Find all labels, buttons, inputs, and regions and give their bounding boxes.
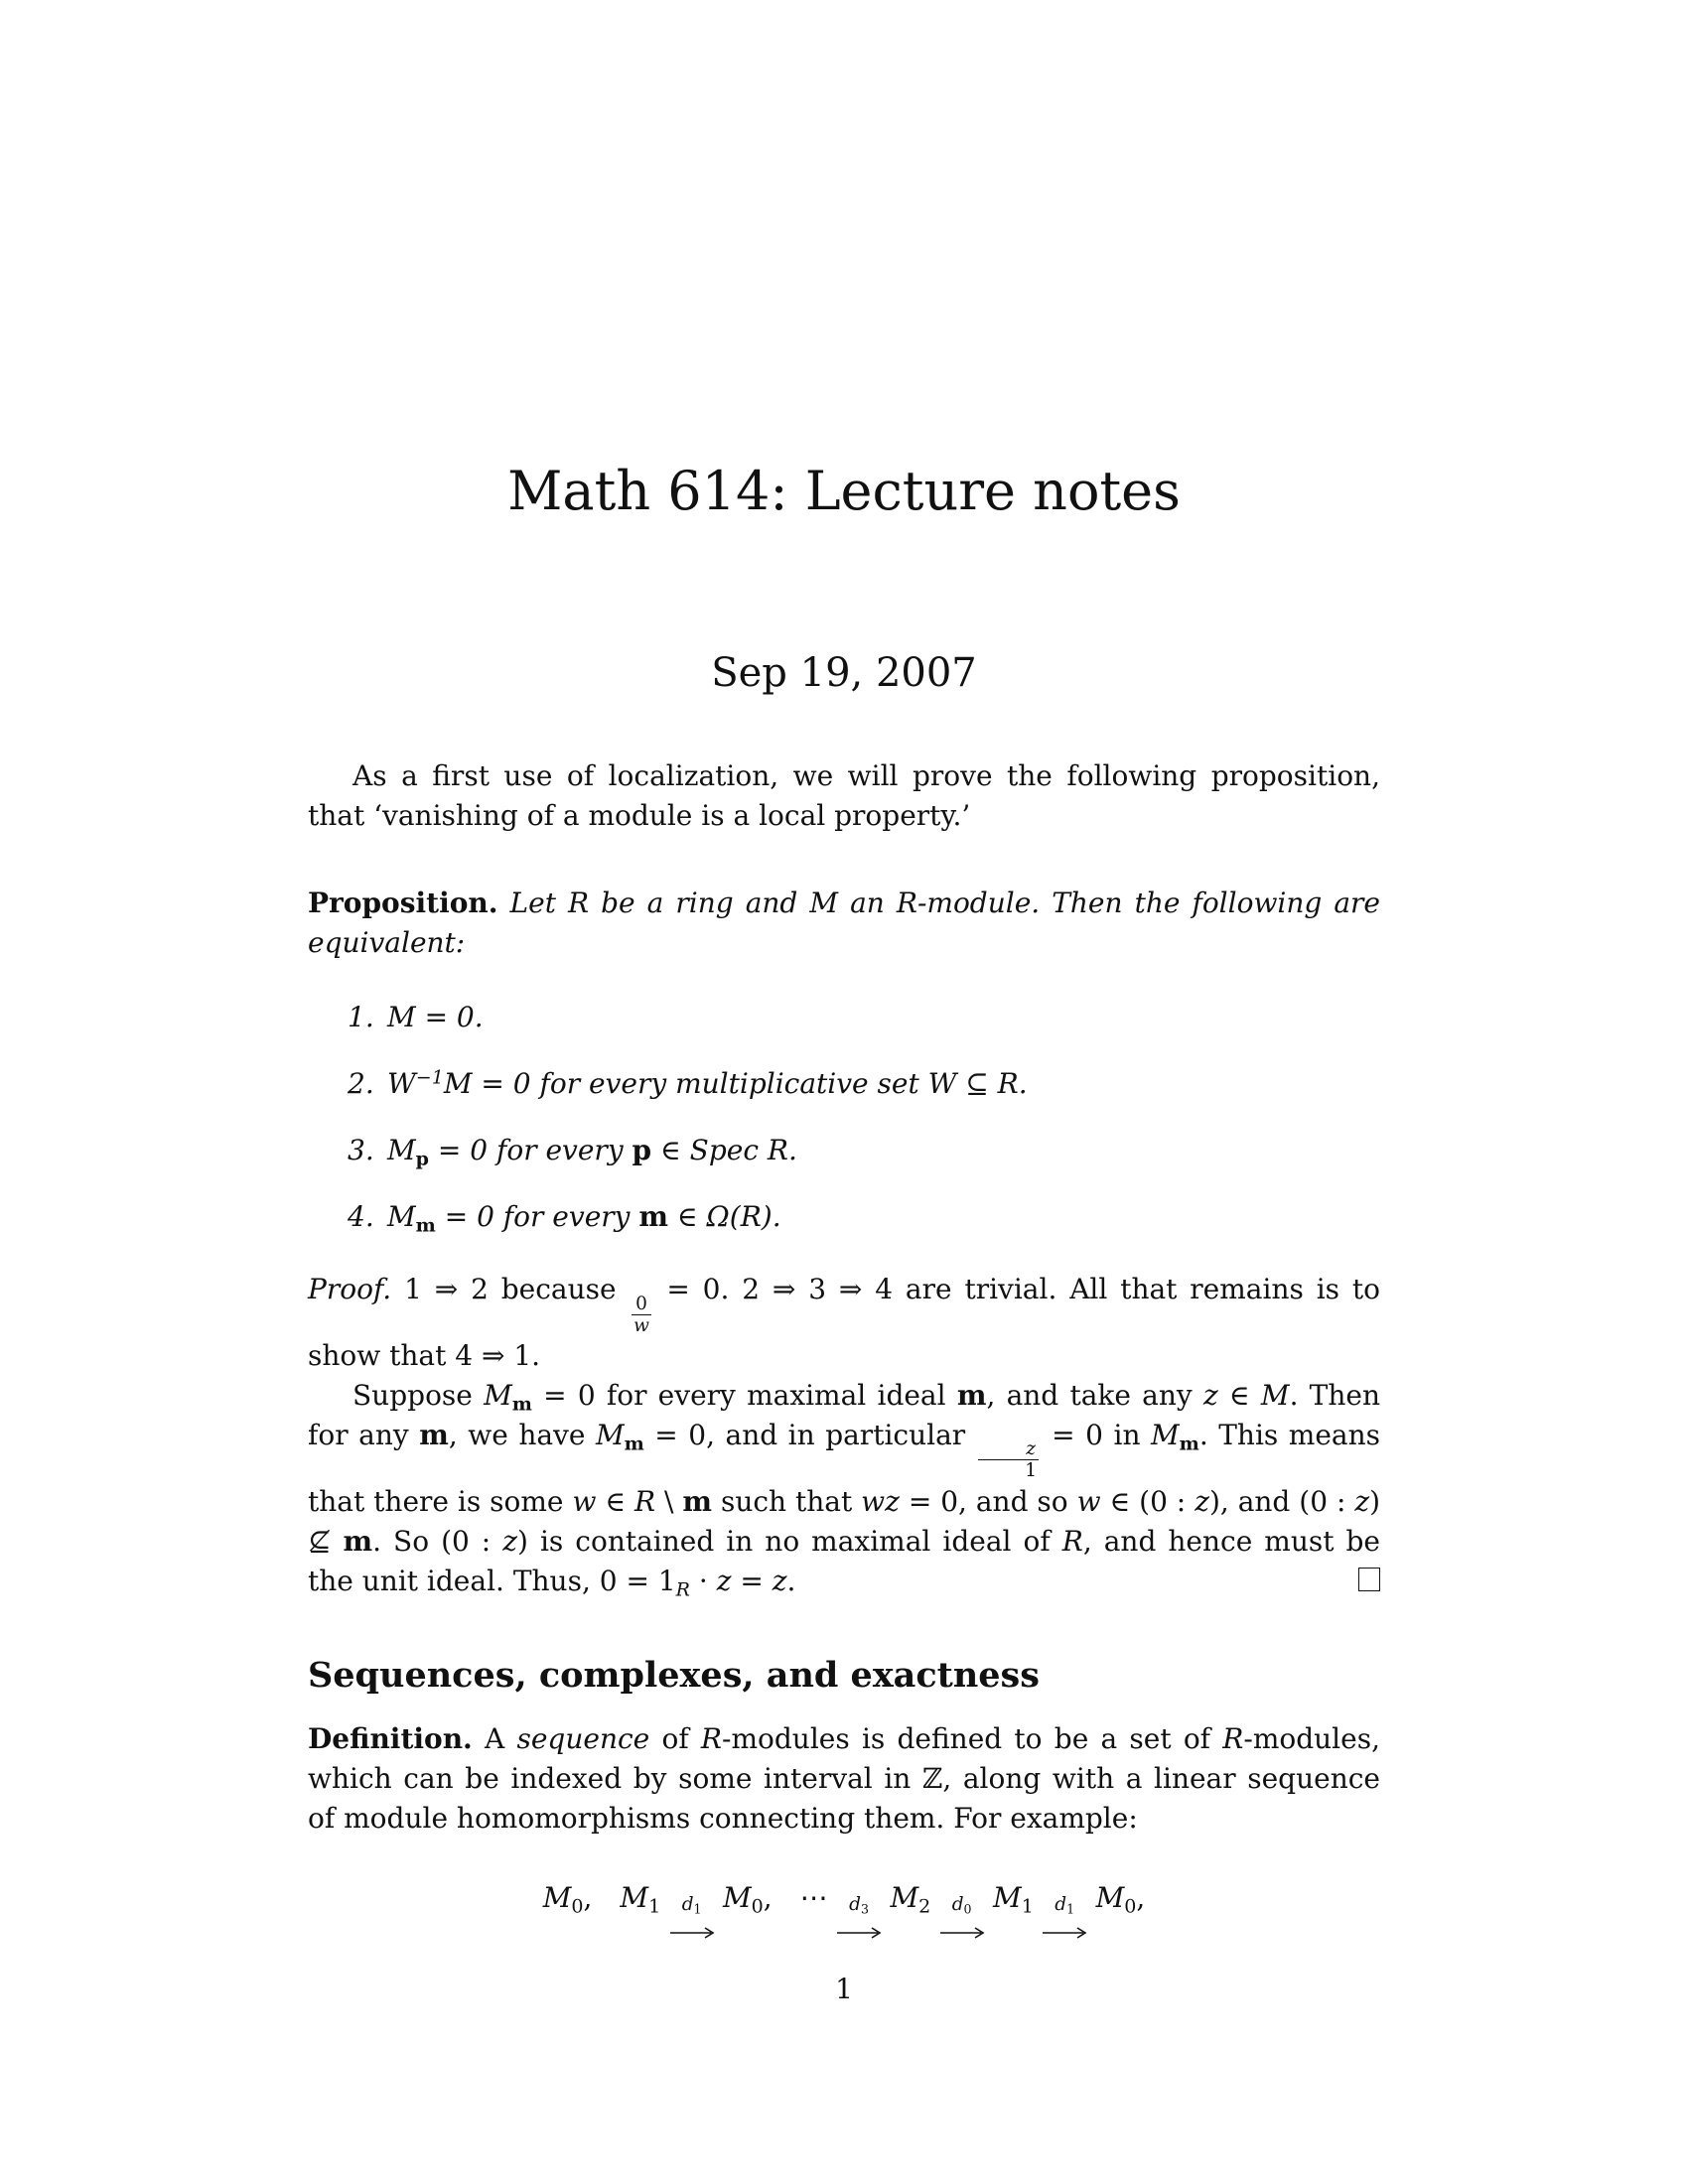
text-run: wz xyxy=(861,1484,900,1518)
text-run: . So (0 : xyxy=(372,1524,503,1558)
text-run: ). xyxy=(761,1200,781,1234)
equivalence-list xyxy=(308,998,1380,1237)
text-run: · xyxy=(689,1564,717,1597)
right-arrow-icon xyxy=(836,1916,882,1928)
text-run: R xyxy=(700,1721,723,1755)
sequence-formula xyxy=(308,1878,1380,1928)
text-run: R xyxy=(675,1578,690,1601)
text-run: 1 xyxy=(648,1895,661,1918)
text-run: M xyxy=(542,1880,572,1914)
text-run: R xyxy=(567,887,590,920)
list-item-text xyxy=(387,1134,797,1170)
list-item xyxy=(308,998,1380,1037)
text-run: z xyxy=(1195,1484,1209,1518)
text-run: ⊆ xyxy=(956,1067,998,1101)
text-run: w xyxy=(572,1484,597,1518)
text-run: 1 xyxy=(1066,1901,1075,1917)
text-run: 1 xyxy=(1025,1460,1038,1482)
proof-paragraph-2 xyxy=(308,1376,1380,1601)
text-run: z xyxy=(502,1524,518,1558)
text-run: M xyxy=(722,1880,752,1914)
text-run: , and take any xyxy=(986,1379,1203,1413)
text-run: 0 xyxy=(635,1293,647,1314)
arrow-label xyxy=(951,1894,972,1917)
text-run: w xyxy=(1076,1484,1101,1518)
fraction xyxy=(632,1294,651,1337)
text-run: , xyxy=(1136,1880,1146,1914)
text-run: = 0 xyxy=(472,1067,540,1101)
text-run: M xyxy=(1151,1419,1180,1452)
text-run: ∈ Ω( xyxy=(668,1200,741,1234)
text-run: , and hence must be the unit ideal. Thus, 0 = 1 xyxy=(308,1524,1380,1597)
page-number: 1 xyxy=(835,1972,853,2005)
text-run: an xyxy=(838,887,897,920)
text-run: ∈ (0 : xyxy=(1100,1484,1196,1518)
text-run: 2 xyxy=(918,1895,931,1918)
text-run: A xyxy=(472,1721,517,1755)
text-run: = 0 in xyxy=(1041,1419,1151,1452)
numerator xyxy=(979,1438,1037,1459)
fraction xyxy=(978,1438,1038,1482)
text-run: d xyxy=(951,1894,964,1916)
text-run: m xyxy=(1179,1433,1199,1455)
text-run: −1 xyxy=(415,1066,444,1089)
text-run: , xyxy=(583,1880,593,1914)
text-run: = 0 xyxy=(428,1134,496,1167)
list-item-number: 4. xyxy=(348,1200,374,1234)
text-run xyxy=(773,1881,800,1914)
text-run xyxy=(592,1881,620,1914)
text-run: M xyxy=(443,1067,473,1101)
text-run: M xyxy=(387,1001,416,1034)
text-run: = 0. 2 ⇒ 3 ⇒ 4 are trivial. All that remains is to show that 4 ⇒ 1. xyxy=(308,1273,1381,1373)
text-run: be a ring and xyxy=(589,887,810,920)
text-run: 0 xyxy=(571,1895,584,1918)
text-run: . Then for any xyxy=(308,1379,1380,1452)
text-run: ⋯ xyxy=(799,1880,828,1914)
text-run: = 0 xyxy=(435,1200,503,1234)
text-run: m xyxy=(343,1524,373,1558)
text-run: M xyxy=(890,1880,919,1914)
text-run: M xyxy=(484,1379,512,1413)
text-run: m xyxy=(415,1214,436,1237)
text-run: M xyxy=(387,1200,416,1234)
text-run: Proof. xyxy=(308,1273,392,1306)
text-run: . xyxy=(786,1564,796,1597)
qed-box xyxy=(1358,1568,1380,1591)
text-run: 1 ⇒ 2 because xyxy=(391,1273,630,1306)
text-run: d xyxy=(849,1894,861,1916)
list-item-text xyxy=(387,1001,484,1033)
text-run: -module. Then the following are equivalent: xyxy=(308,887,1380,960)
text-run: 0 xyxy=(751,1895,764,1918)
numerator xyxy=(633,1294,648,1314)
arrow-label xyxy=(849,1894,869,1917)
text-run: z xyxy=(716,1564,732,1597)
text-run: , xyxy=(763,1880,773,1914)
right-arrow-icon xyxy=(669,1916,715,1928)
labeled-arrow xyxy=(836,1896,882,1927)
text-run: R xyxy=(634,1484,656,1518)
arrow-label xyxy=(681,1894,702,1917)
text-run: . xyxy=(1018,1067,1028,1101)
list-item-number: 1. xyxy=(348,1001,374,1034)
text-run: ), and (0 : xyxy=(1208,1484,1355,1518)
labeled-arrow xyxy=(939,1896,985,1927)
text-run: As a first use of localization, we will prove the following proposition, that ‘vanishing of a module is a local property.’ xyxy=(308,759,1380,833)
text-run: M xyxy=(1095,1880,1125,1914)
text-run: z xyxy=(772,1564,787,1597)
text-run: = xyxy=(731,1564,773,1597)
list-item xyxy=(308,1197,1380,1237)
proposition-paragraph xyxy=(308,884,1380,963)
text-run: 1 xyxy=(693,1901,702,1917)
text-run: R xyxy=(740,1200,762,1234)
text-run: for every xyxy=(495,1134,633,1167)
text-run: 0 xyxy=(963,1901,972,1917)
list-item-number: 3. xyxy=(348,1134,374,1167)
text-run: M xyxy=(809,887,839,920)
text-run: m xyxy=(682,1484,713,1518)
document-title: Math 614: Lecture notes xyxy=(507,460,1181,522)
text-run: . This means that there is some xyxy=(308,1419,1381,1518)
text-run: for every multiplicative set xyxy=(539,1067,928,1101)
right-arrow-icon xyxy=(939,1916,985,1928)
text-run: M xyxy=(620,1880,649,1914)
text-run: z xyxy=(1202,1379,1218,1413)
text-run: = 0, and in particular xyxy=(643,1419,976,1452)
proof-paragraph-1 xyxy=(308,1270,1380,1376)
text-run: R xyxy=(997,1067,1019,1101)
list-item-text xyxy=(387,1067,1028,1100)
text-run: 3 xyxy=(860,1901,869,1917)
text-run: M xyxy=(993,1880,1022,1914)
text-run: R xyxy=(1061,1524,1083,1558)
text-run: = 0, and so xyxy=(899,1484,1077,1518)
text-run: 0 xyxy=(1124,1895,1137,1918)
text-run: = 0 for every maximal ideal xyxy=(531,1379,957,1413)
text-run: \ xyxy=(655,1484,683,1518)
text-run: m xyxy=(511,1393,532,1416)
text-run: z xyxy=(1026,1438,1037,1460)
list-item-text xyxy=(387,1200,781,1237)
text-run: p xyxy=(415,1148,429,1170)
text-run: M xyxy=(1260,1379,1290,1413)
text-run: m xyxy=(956,1379,987,1413)
text-run: sequence xyxy=(516,1721,650,1755)
section-heading: Sequences, complexes, and exactness xyxy=(308,1654,1040,1696)
text-run: Definition. xyxy=(308,1721,473,1755)
text-run: of xyxy=(649,1721,701,1755)
text-run: d xyxy=(681,1894,694,1916)
text-run: R xyxy=(767,1134,789,1167)
text-run: M xyxy=(387,1134,416,1167)
text-run: ∈ Spec xyxy=(651,1134,768,1167)
text-run: = 0. xyxy=(415,1001,484,1034)
text-run: . xyxy=(788,1134,797,1167)
list-item-number: 2. xyxy=(348,1067,374,1101)
text-run: m xyxy=(419,1419,449,1452)
text-run: d xyxy=(1055,1894,1067,1916)
arrow-label xyxy=(1055,1894,1075,1917)
text-run: M xyxy=(595,1419,625,1452)
text-run: p xyxy=(632,1134,652,1167)
right-arrow-icon xyxy=(1042,1916,1087,1928)
text-run: R xyxy=(1222,1721,1244,1755)
definition-paragraph xyxy=(308,1719,1380,1839)
text-run: ∈ xyxy=(596,1484,634,1518)
text-run: W xyxy=(927,1067,957,1101)
denominator xyxy=(978,1459,1038,1481)
text-run: ) is contained in no maximal ideal of xyxy=(517,1524,1062,1558)
text-run: z xyxy=(1354,1484,1370,1518)
list-item xyxy=(308,1131,1380,1170)
text-run: -modules, which can be indexed by some interval in ℤ, along with a linear sequence of module homomorphisms connecting them. For example: xyxy=(308,1721,1380,1835)
text-run: Let xyxy=(497,887,568,920)
text-run: w xyxy=(633,1314,649,1336)
labeled-arrow xyxy=(669,1896,715,1927)
document-content xyxy=(0,462,1688,2009)
text-run: R xyxy=(896,887,917,920)
document-date: Sep 19, 2007 xyxy=(711,650,977,697)
labeled-arrow xyxy=(1042,1896,1087,1927)
text-run: such that xyxy=(712,1484,862,1518)
text-run: ∈ xyxy=(1217,1379,1261,1413)
text-run: m xyxy=(638,1200,669,1234)
text-run: Suppose xyxy=(352,1379,485,1413)
text-run: m xyxy=(624,1433,644,1455)
list-item xyxy=(308,1064,1380,1104)
text-run: ) ⊈ xyxy=(308,1484,1381,1558)
text-run: for every xyxy=(502,1200,639,1234)
text-run: 1 xyxy=(1021,1895,1034,1918)
text-run: W xyxy=(387,1067,416,1101)
text-run: Proposition. xyxy=(308,887,498,920)
text-run: -modules is defined to be a set of xyxy=(722,1721,1223,1755)
text-run: , we have xyxy=(448,1419,596,1452)
denominator xyxy=(632,1314,651,1336)
intro-paragraph xyxy=(308,756,1380,836)
